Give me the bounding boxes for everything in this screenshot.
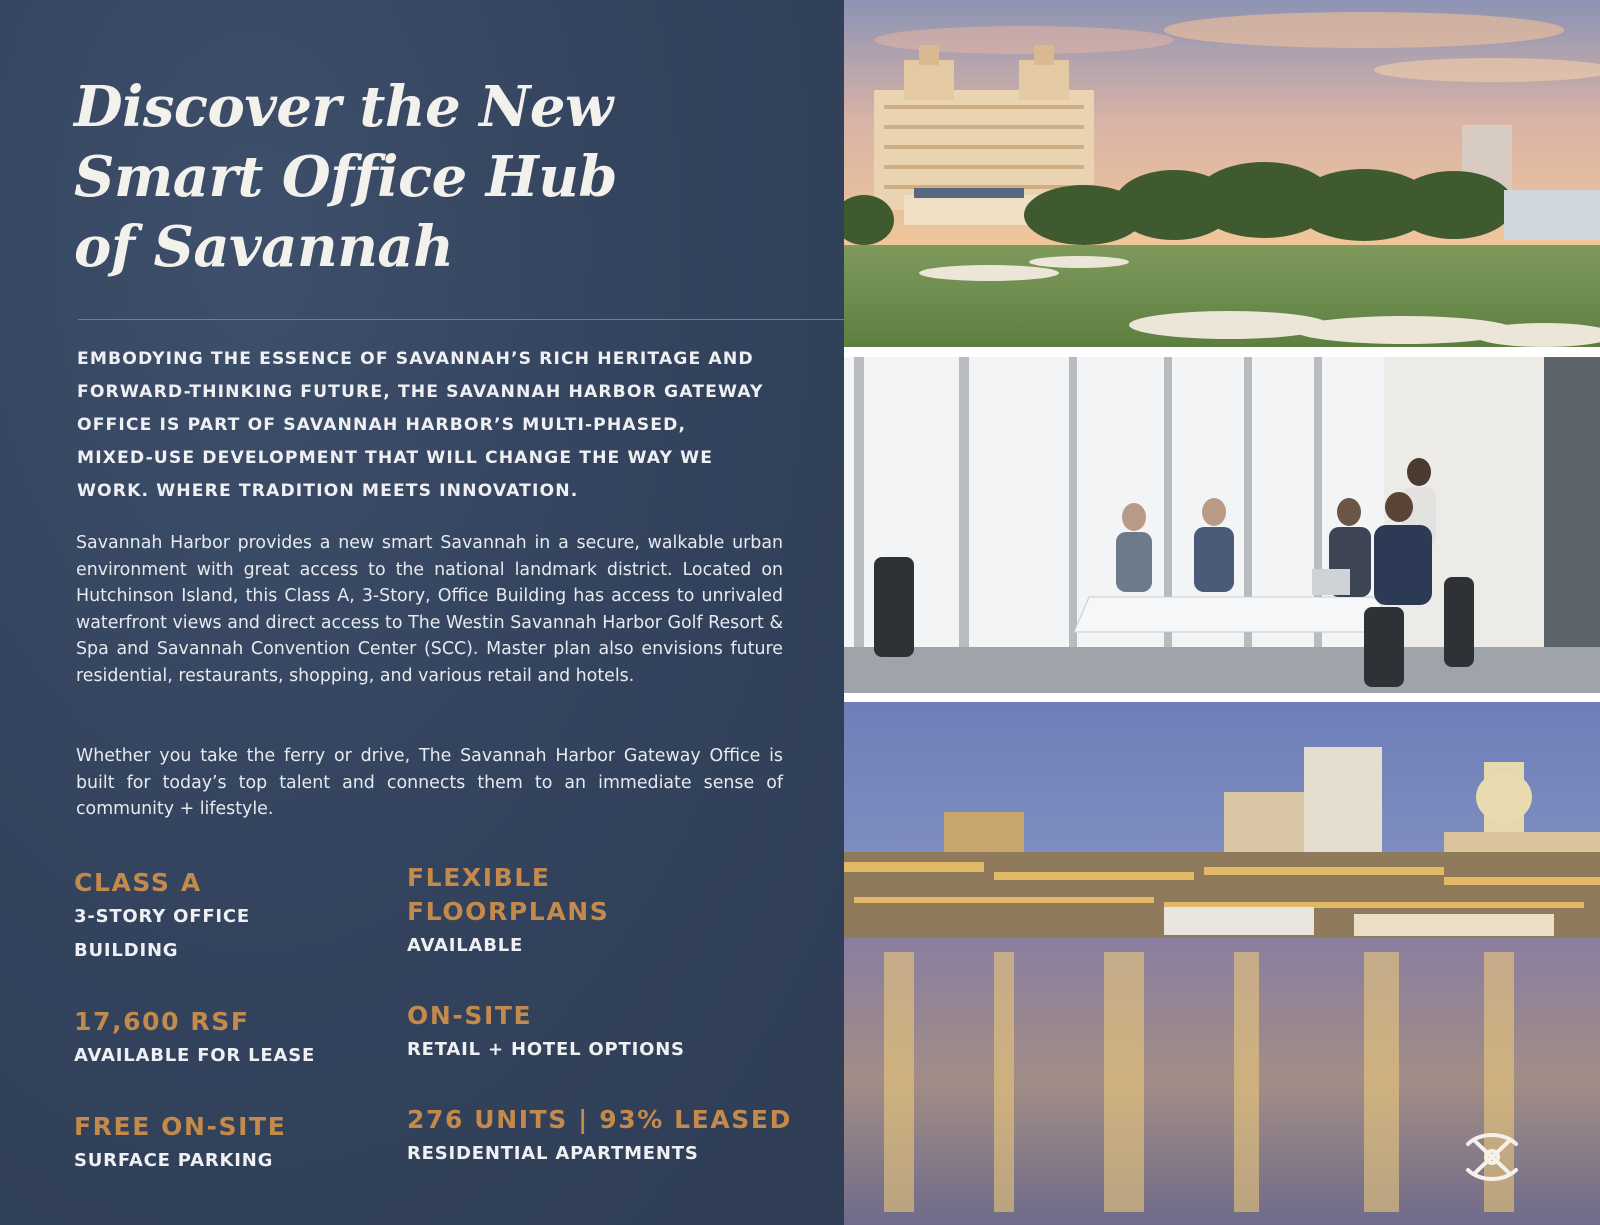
feature-heading: CLASS A [74, 868, 202, 897]
feature-heading: FREE ON-SITE [74, 1112, 287, 1141]
feature-residential [407, 1103, 792, 1171]
title-line-2: Smart Office Hub [74, 144, 618, 210]
title-line-3: of Savannah [74, 214, 454, 280]
feature-heading: 17,600 RSF [74, 1007, 250, 1036]
feature-rsf [74, 1005, 315, 1073]
office-meeting-image [844, 357, 1600, 693]
feature-heading: ON-SITE [407, 1001, 533, 1030]
knot-logo-icon [1460, 1128, 1524, 1186]
page-title [74, 72, 774, 282]
feature-heading: 276 UNITS | 93% LEASED [407, 1105, 792, 1134]
resort-golf-photo [844, 0, 1600, 347]
feature-subtext: AVAILABLE [407, 935, 524, 956]
feature-subtext: RETAIL + HOTEL OPTIONS [407, 1039, 685, 1060]
office-meeting-photo [844, 357, 1600, 693]
feature-class-a [74, 866, 314, 968]
body-paragraph-1: Savannah Harbor provides a new smart Savannah in a secure, walkable urban environment with great access to the national landmark district. Located on Hutchinson Island, this Class A, 3-Story, Office Building has access to unrivaled waterfront views and direct access to The Westin Savannah Harbor Golf Resort & Spa and Savannah Convention Center (SCC). Master plan also envisions future residential, restaurants, shopping, and various retail and hotels. [76, 533, 783, 686]
title-divider [78, 319, 844, 320]
feature-parking [74, 1110, 286, 1178]
title-line-1: Discover the New [74, 74, 613, 140]
lead-statement: EMBODYING THE ESSENCE OF SAVANNAH’S RICH HERITAGE AND FORWARD-THINKING FUTURE, THE SAVANNAH HARBOR GATEWAY OFFICE IS PART OF SAVANNAH HARBOR’S MULTI-PHASED, MIXED-USE DEVELOPMENT THAT WILL CHANGE THE WAY WE WORK. WHERE TRADITION MEETS INNOVATION. [77, 349, 764, 501]
feature-heading: FLEXIBLE FLOORPLANS [407, 863, 610, 926]
feature-subtext: 3-STORY OFFICE BUILDING [74, 906, 251, 961]
feature-floorplans [407, 861, 667, 963]
feature-subtext: AVAILABLE FOR LEASE [74, 1045, 316, 1066]
feature-subtext: SURFACE PARKING [74, 1150, 274, 1171]
resort-golf-image [844, 0, 1600, 347]
body-paragraph-2: Whether you take the ferry or drive, The Savannah Harbor Gateway Office is built for today’s top talent and connects them to an immediate sense of community + lifestyle. [76, 746, 783, 820]
feature-on-site [407, 999, 685, 1067]
feature-subtext: RESIDENTIAL APARTMENTS [407, 1143, 699, 1164]
